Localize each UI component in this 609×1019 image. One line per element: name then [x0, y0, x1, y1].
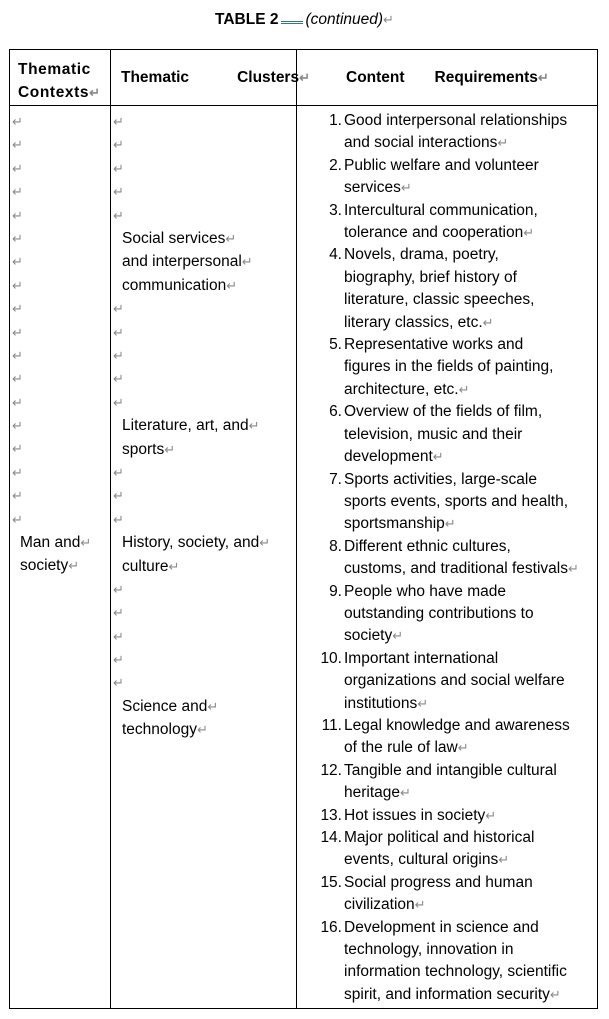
caption-subtitle: (continued) [305, 11, 384, 28]
paragraph-mark-icon: ↵ [113, 464, 124, 480]
requirement-number: 1. [329, 112, 342, 129]
requirement-text: Good interpersonal relationships [344, 112, 568, 129]
requirement-item [297, 244, 599, 334]
requirement-item [297, 917, 599, 1007]
paragraph-mark-icon: ↵ [299, 70, 310, 85]
requirement-text: services↵ [344, 179, 412, 197]
requirement-number: 6. [329, 403, 342, 421]
thematic-cluster-label: communication↵ [122, 276, 238, 294]
paragraph-mark-icon: ↵ [113, 581, 124, 597]
requirement-text: sportsmanship↵ [344, 515, 456, 533]
requirement-item [297, 648, 599, 715]
requirement-text: events, cultural origins↵ [344, 851, 510, 869]
header-text: Content [346, 69, 405, 86]
thematic-cluster-label: Science and↵ [122, 697, 219, 715]
paragraph-mark-icon: ↵ [12, 230, 23, 246]
requirement-number: 2. [329, 156, 342, 174]
paragraph-mark-icon: ↵ [12, 184, 23, 200]
paragraph-mark-icon: ↵ [113, 301, 124, 317]
paragraph-mark-icon: ↵ [12, 418, 23, 434]
requirement-number: 13. [320, 806, 342, 824]
requirement-text: Intercultural communication, [344, 201, 538, 219]
header-divider [10, 105, 597, 106]
header-text: Requirements [434, 69, 538, 86]
paragraph-mark-icon: ↵ [12, 137, 23, 153]
requirement-text: customs, and traditional festivals↵ [344, 560, 579, 578]
requirement-text: of the rule of law↵ [344, 739, 469, 757]
requirement-text: Important international [344, 649, 499, 667]
requirement-text: figures in the fields of painting, [344, 358, 554, 376]
paragraph-mark-icon: ↵ [113, 207, 124, 223]
caption-gap [281, 9, 303, 24]
paragraph-mark-icon: ↵ [113, 160, 124, 176]
paragraph-mark-icon: ↵ [12, 114, 23, 129]
paragraph-mark-icon: ↵ [113, 184, 124, 200]
requirement-text: Sports activities, large-scale [344, 470, 537, 488]
requirement-number: 5. [329, 336, 342, 354]
requirement-text: Public welfare and volunteer [344, 156, 539, 174]
requirement-text: society↵ [344, 627, 404, 645]
requirement-number: 4. [329, 246, 342, 264]
requirement-text: architecture, etc.↵ [344, 380, 470, 398]
header-text: Thematic [18, 61, 91, 78]
requirement-number: 8. [329, 537, 342, 555]
paragraph-mark-icon: ↵ [12, 160, 23, 176]
requirements-table [9, 49, 598, 1009]
header-thematic-contexts [18, 58, 113, 104]
requirement-item [297, 536, 599, 581]
requirement-text: civilization↵ [344, 896, 426, 914]
requirement-text: Legal knowledge and awareness [344, 716, 570, 734]
requirement-text: Overview of the fields of film, [344, 403, 543, 421]
requirement-text: Hot issues in society↵ [344, 806, 497, 824]
requirement-text: and social interactions↵ [344, 134, 509, 152]
thematic-cluster-label: Social services↵ [122, 229, 237, 247]
requirement-text: technology, innovation in [344, 941, 514, 959]
thematic-context-label: Man and↵ [20, 534, 92, 552]
requirement-number: 15. [320, 873, 342, 891]
requirement-text: television, music and their [344, 425, 523, 443]
requirement-text: literature, classic speeches, [344, 291, 535, 309]
thematic-cluster-label: technology↵ [122, 721, 208, 739]
paragraph-mark-icon: ↵ [383, 12, 394, 27]
thematic-clusters-column [111, 110, 296, 742]
thematic-context-label: society↵ [20, 557, 80, 575]
requirement-number: 14. [320, 829, 342, 846]
paragraph-mark-icon: ↵ [12, 441, 23, 457]
caption-title: TABLE 2 [215, 11, 279, 28]
paragraph-mark-icon: ↵ [12, 324, 23, 340]
requirement-text: Tangible and intangible cultural [344, 761, 557, 779]
requirement-text: heritage↵ [344, 784, 411, 802]
paragraph-mark-icon: ↵ [113, 511, 124, 527]
paragraph-mark-icon: ↵ [12, 347, 23, 363]
paragraph-mark-icon: ↵ [12, 488, 23, 504]
thematic-cluster-label: culture↵ [122, 557, 180, 575]
paragraph-mark-icon: ↵ [113, 675, 124, 691]
paragraph-mark-icon: ↵ [113, 652, 124, 668]
paragraph-mark-icon: ↵ [113, 114, 124, 129]
thematic-context-column [10, 110, 110, 578]
requirement-number: 11. [321, 716, 342, 734]
paragraph-mark-icon: ↵ [113, 628, 124, 644]
requirement-text: institutions↵ [344, 694, 429, 712]
paragraph-mark-icon: ↵ [113, 371, 124, 387]
requirement-item [297, 760, 599, 805]
requirement-text: spirit, and information security↵ [344, 985, 561, 1003]
requirement-number: 7. [329, 470, 342, 488]
requirement-text: Development in science and [344, 918, 539, 936]
requirement-text: Social progress and human [344, 873, 533, 891]
requirement-number: 9. [329, 582, 342, 600]
paragraph-mark-icon: ↵ [12, 464, 23, 480]
requirement-number: 10. [320, 649, 342, 667]
requirement-text: sports events, sports and health, [344, 492, 569, 510]
requirement-item [297, 715, 599, 760]
requirement-text: development↵ [344, 448, 444, 466]
requirement-item [297, 805, 599, 827]
paragraph-mark-icon: ↵ [113, 347, 124, 363]
requirement-item [297, 334, 599, 401]
requirement-text: Representative works and [344, 336, 524, 354]
header-text: Contexts [18, 84, 90, 101]
paragraph-mark-icon: ↵ [113, 137, 124, 153]
paragraph-mark-icon: ↵ [12, 371, 23, 387]
table-caption [0, 9, 609, 29]
requirement-text: information technology, scientific [344, 963, 567, 981]
requirement-text: organizations and social welfare [344, 672, 565, 690]
requirement-item [297, 827, 599, 872]
paragraph-mark-icon: ↵ [89, 85, 101, 100]
requirement-text: tolerance and cooperation↵ [344, 224, 535, 242]
requirement-text: People who have made [344, 582, 507, 600]
requirement-text: biography, brief history of [344, 268, 517, 286]
requirement-item [297, 110, 599, 155]
paragraph-mark-icon: ↵ [113, 394, 124, 410]
requirement-text: literary classics, etc.↵ [344, 313, 494, 331]
thematic-cluster-label: and interpersonal↵ [122, 253, 253, 271]
paragraph-mark-icon: ↵ [12, 207, 23, 223]
thematic-cluster-label: sports↵ [122, 440, 176, 458]
requirement-item [297, 200, 599, 245]
thematic-cluster-label: Literature, art, and↵ [122, 417, 260, 435]
content-requirements-column [297, 110, 599, 1006]
requirement-number: 16. [320, 918, 342, 936]
paragraph-mark-icon: ↵ [113, 324, 124, 340]
requirement-item [297, 155, 599, 200]
header-thematic-clusters [121, 69, 310, 87]
paragraph-mark-icon: ↵ [113, 605, 124, 621]
header-content-requirements [346, 69, 596, 87]
requirement-item [297, 872, 599, 917]
paragraph-mark-icon: ↵ [12, 277, 23, 293]
requirement-item [297, 581, 599, 648]
paragraph-mark-icon: ↵ [12, 394, 23, 410]
header-text: Thematic [121, 69, 190, 86]
requirement-item [297, 469, 599, 536]
requirement-text: Different ethnic cultures, [344, 537, 511, 555]
paragraph-mark-icon: ↵ [113, 488, 124, 504]
requirement-number: 12. [320, 761, 342, 779]
requirement-text: outstanding contributions to [344, 604, 534, 622]
requirement-text: Novels, drama, poetry, [344, 246, 499, 264]
requirement-item [297, 401, 599, 468]
paragraph-mark-icon: ↵ [12, 301, 23, 317]
requirement-text: Major political and historical [344, 829, 535, 846]
header-text: Clusters [237, 69, 300, 86]
thematic-cluster-label: History, society, and↵ [122, 534, 271, 552]
paragraph-mark-icon: ↵ [12, 511, 23, 527]
paragraph-mark-icon: ↵ [537, 70, 549, 85]
paragraph-mark-icon: ↵ [12, 254, 23, 270]
requirement-number: 3. [329, 201, 342, 219]
